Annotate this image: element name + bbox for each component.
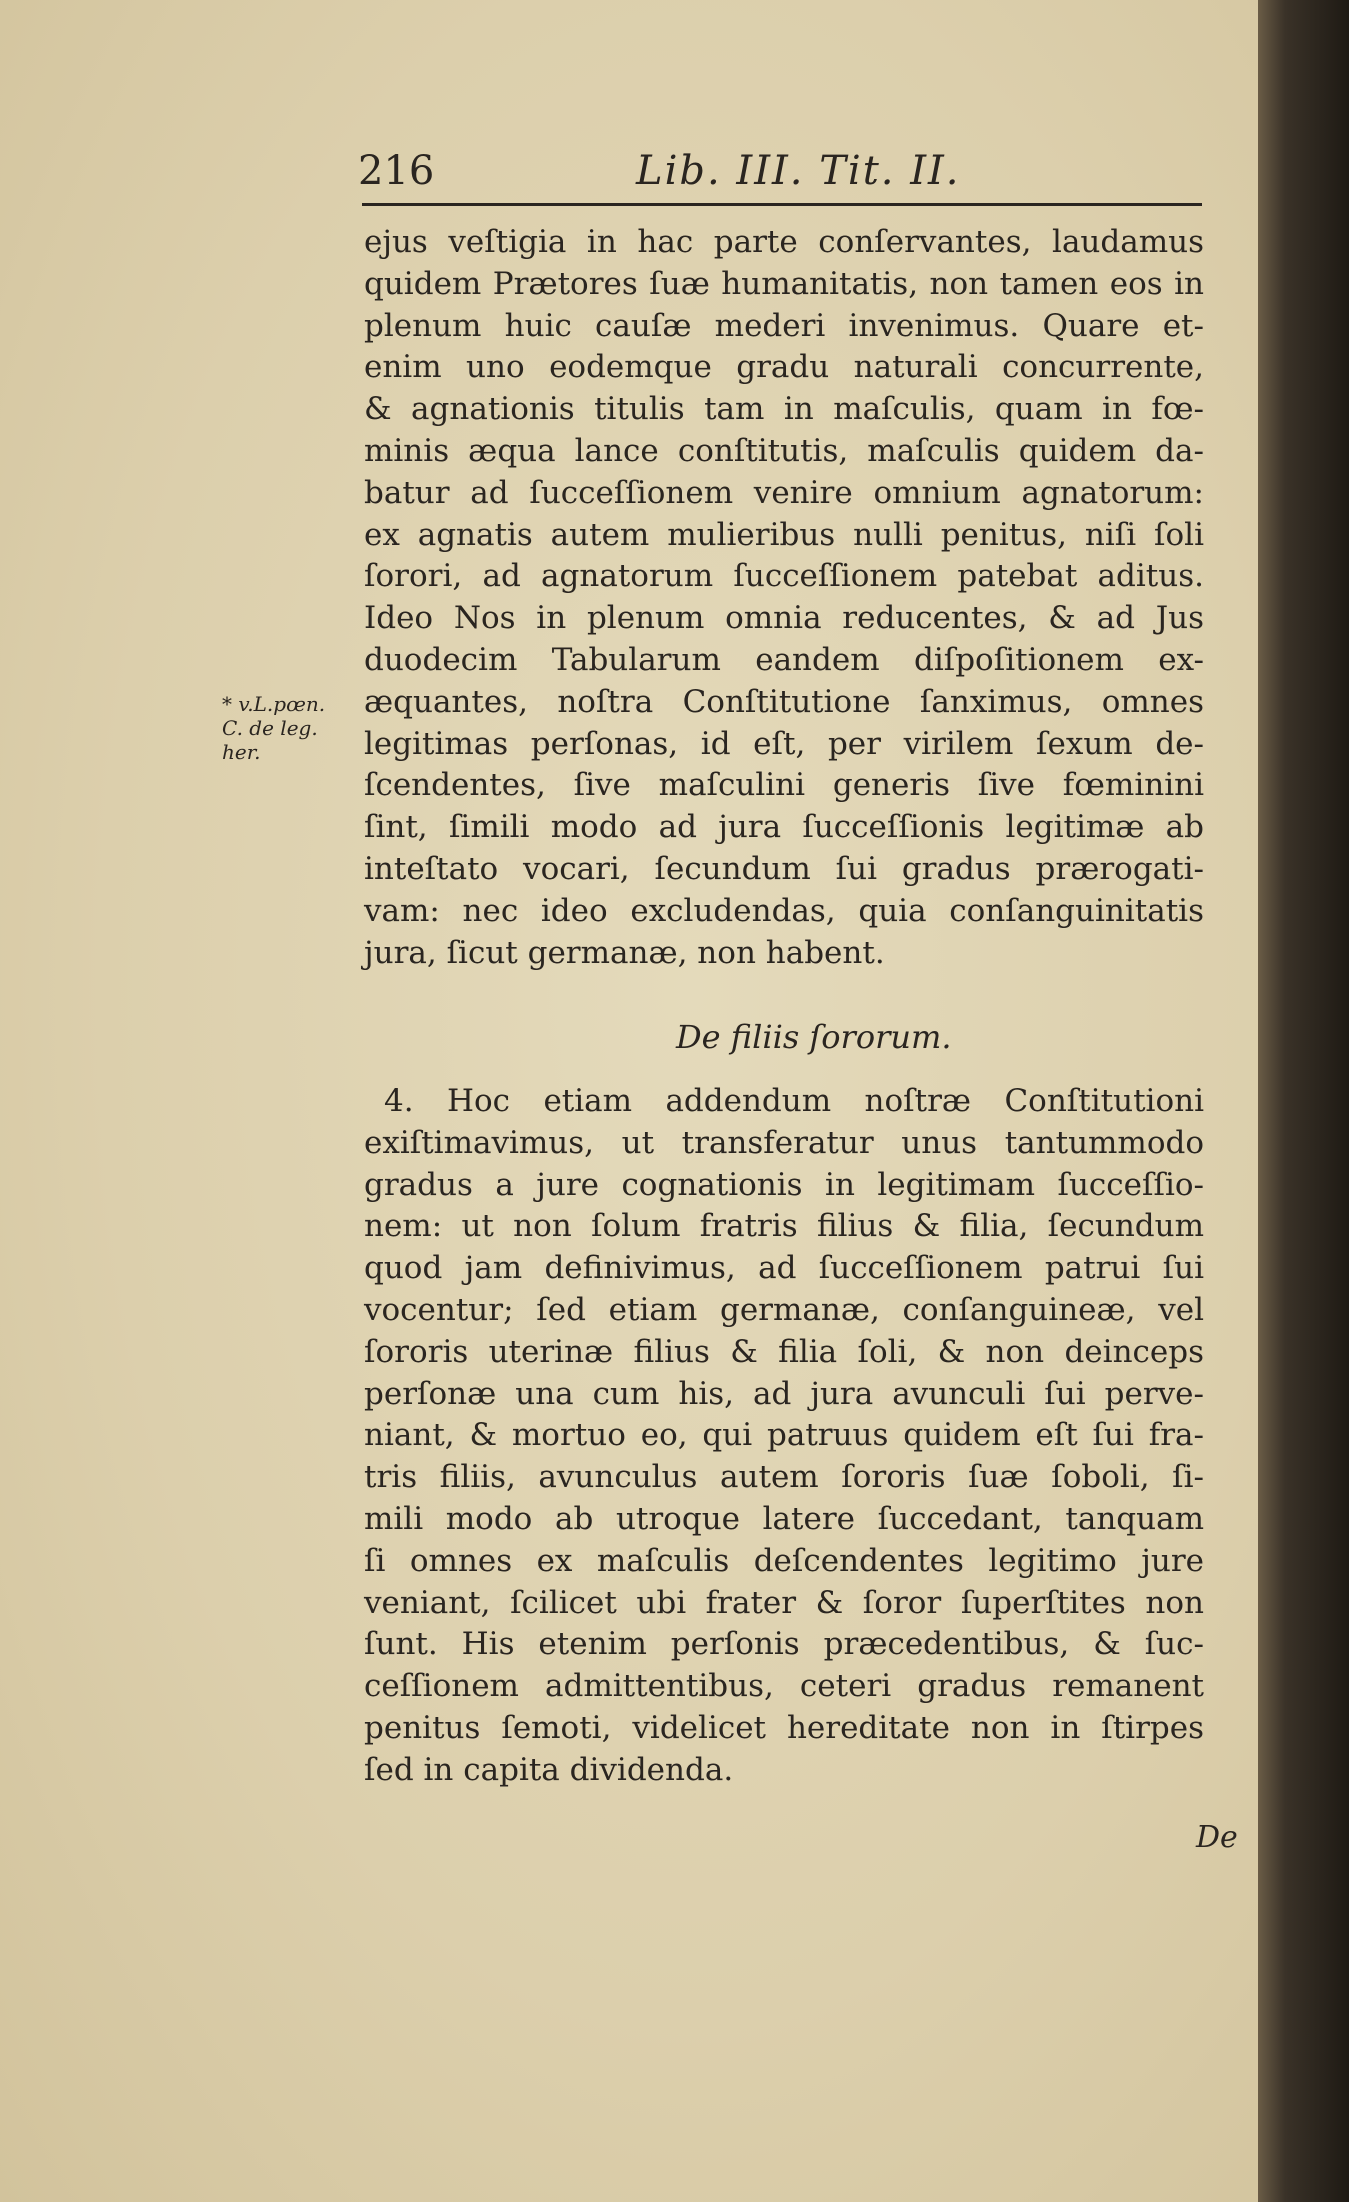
paragraph-2 bbox=[364, 1081, 1204, 1792]
text-line: perſonæ una cum his, ad jura avunculi ſui perve- bbox=[364, 1375, 1204, 1412]
text-line: mili modo ab utroque latere ſuccedant, tanquam bbox=[364, 1500, 1204, 1537]
text-line: plenum huic cauſæ mederi invenimus. Quare et- bbox=[364, 307, 1204, 344]
text-line: duodecim Tabularum eandem diſpoſitionem ex- bbox=[364, 641, 1204, 678]
text-line: ſcendentes, ſive maſculini generis ſive fœminini bbox=[364, 767, 1204, 804]
page-number: 216 bbox=[358, 148, 435, 194]
paragraph-1 bbox=[364, 222, 1204, 974]
text-line: ſunt. His etenim perſonis præcedentibus, & ſuc- bbox=[364, 1626, 1204, 1663]
catchword: De bbox=[1196, 1820, 1238, 1855]
text-line: ſororis uterinæ filius & filia ſoli, & non deinceps bbox=[364, 1333, 1204, 1370]
text-line: minis æqua lance conſtitutis, maſculis quidem da- bbox=[364, 432, 1204, 469]
section-heading: De filiis ſororum. bbox=[676, 1018, 952, 1056]
margin-note bbox=[222, 692, 362, 764]
text-line: Ideo Nos in plenum omnia reducentes, & ad Jus bbox=[364, 600, 1204, 637]
text-line: batur ad ſucceſſionem venire omnium agnatorum: bbox=[364, 474, 1204, 511]
text-line: ceſſionem admittentibus, ceteri gradus remanent bbox=[364, 1668, 1204, 1705]
text-line: ſorori, ad agnatorum ſucceſſionem patebat aditus. bbox=[364, 558, 1204, 595]
text-line: vocentur; ſed etiam germanæ, conſanguineæ, vel bbox=[364, 1291, 1204, 1328]
text-line: exiſtimavimus, ut transferatur unus tantummodo bbox=[364, 1124, 1204, 1161]
margin-note-line: C. de leg. bbox=[222, 716, 318, 740]
text-line: nem: ut non ſolum fratris filius & filia, ſecundum bbox=[364, 1208, 1204, 1245]
margin-note-line: * v.L.pœn. bbox=[222, 692, 326, 716]
text-line: quod jam definivimus, ad ſucceſſionem patrui ſui bbox=[364, 1250, 1204, 1287]
running-title: Lib. III. Tit. II. bbox=[636, 148, 961, 194]
page-header bbox=[358, 148, 1210, 198]
text-line: jura, ſicut germanæ, non habent. bbox=[364, 934, 885, 971]
text-line: ex agnatis autem mulieribus nulli penitus, niſi ſoli bbox=[364, 516, 1204, 553]
text-line: ſi omnes ex maſculis deſcendentes legitimo jure bbox=[364, 1542, 1204, 1579]
text-line: veniant, ſcilicet ubi frater & ſoror ſuperſtites non bbox=[364, 1584, 1204, 1621]
text-line: penitus ſemoti, videlicet hereditate non in ſtirpes bbox=[364, 1709, 1204, 1746]
text-line: & agnationis titulis tam in maſculis, quam in fœ- bbox=[364, 391, 1204, 428]
text-line: vam: nec ideo excludendas, quia conſanguinitatis bbox=[364, 892, 1204, 929]
page-edge-shadow bbox=[1258, 0, 1349, 2202]
text-line: gradus a jure cognationis in legitimam ſucceſſio- bbox=[364, 1166, 1204, 1203]
text-line: ſed in capita dividenda. bbox=[364, 1751, 734, 1788]
text-line: legitimas perſonas, id eſt, per virilem ſexum de- bbox=[364, 725, 1204, 762]
text-line: quidem Prætores ſuæ humanitatis, non tamen eos in bbox=[364, 265, 1204, 302]
text-line: inteſtato vocari, ſecundum ſui gradus prærogati- bbox=[364, 850, 1204, 887]
text-line: enim uno eodemque gradu naturali concurrente, bbox=[364, 349, 1204, 386]
text-line: ejus veſtigia in hac parte conſervantes, laudamus bbox=[364, 224, 1204, 260]
text-line: æquantes, noſtra Conſtitutione ſanximus, omnes bbox=[364, 683, 1204, 720]
text-line: ſint, ſimili modo ad jura ſucceſſionis legitimæ ab bbox=[364, 809, 1204, 846]
margin-note-line: her. bbox=[222, 740, 261, 764]
text-line: tris filiis, avunculus autem ſororis ſuæ ſoboli, ſi- bbox=[364, 1459, 1204, 1496]
text-line: 4. Hoc etiam addendum noſtræ Conſtitutioni bbox=[384, 1083, 1204, 1119]
header-rule bbox=[362, 203, 1202, 206]
text-line: niant, & mortuo eo, qui patruus quidem eſt ſui fra- bbox=[364, 1417, 1204, 1454]
